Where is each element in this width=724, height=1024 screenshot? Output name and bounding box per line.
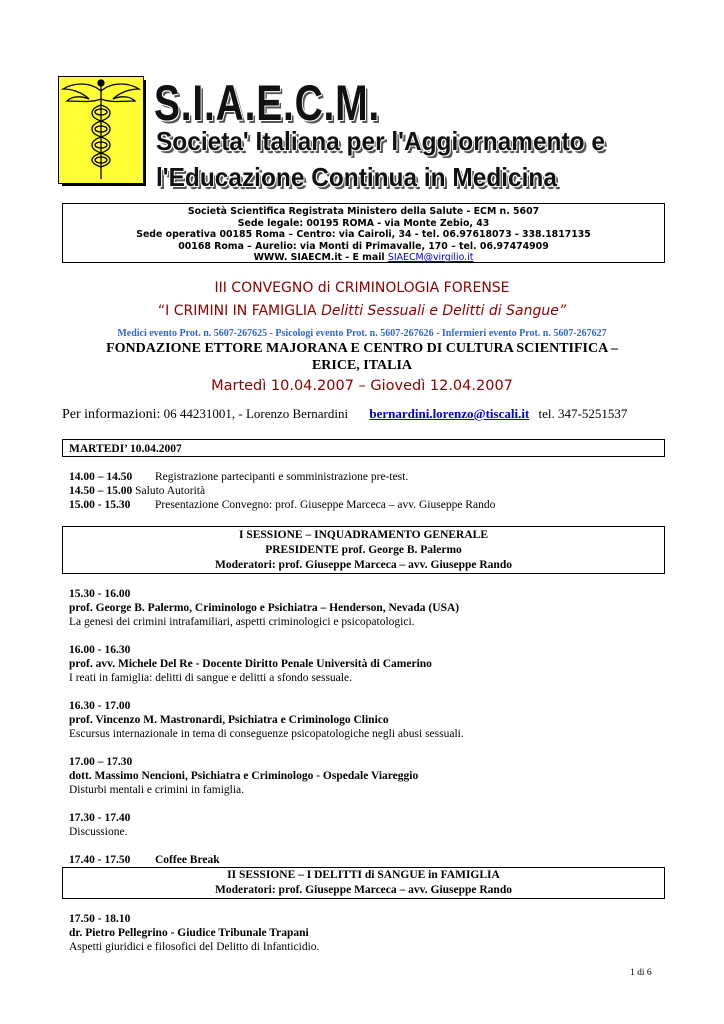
schedule-text: Registrazione partecipanti e somministrazione pre-test. [155, 471, 409, 483]
info-line: 00168 Roma – Aurelio: via Monti di Primavalle, 170 – tel. 06.97474909 [178, 240, 549, 252]
talk-time: 16.00 - 16.30 [69, 644, 131, 656]
session-moderators: Moderatori: prof. Giuseppe Marceca – avv. Giuseppe Rando [215, 884, 512, 896]
website-label: WWW. SIAECM.it - E mail [253, 252, 385, 264]
event-subtitle-italic: Delitti Sessuali e Delitti di Sangue” [321, 303, 567, 319]
info-line [63, 252, 664, 264]
contact-details: 06 44231001, - Lorenzo Bernardini [163, 406, 349, 421]
talk-speaker: prof. avv. Michele Del Re - Docente Diritto Penale Università di Camerino [69, 658, 432, 670]
talk-item [69, 587, 459, 629]
event-title: III CONVEGNO di CRIMINOLOGIA FORENSE [214, 280, 510, 296]
session-title: II SESSIONE – I DELITTI di SANGUE in FAMIGLIA [227, 869, 500, 881]
talk-topic: I reati in famiglia: delitti di sangue e delitti a sfondo sessuale. [69, 672, 352, 684]
brand-title: S.I.A.E.C.M. [154, 75, 381, 131]
venue-line2: ERICE, ITALIA [311, 358, 413, 373]
coffee-time: 17.40 - 17.50 [69, 854, 131, 866]
talk-speaker: dr. Pietro Pellegrino - Giudice Tribunale Trapani [69, 927, 309, 939]
schedule-time: 14.00 – 14.50 [69, 471, 133, 483]
talk-topic: Discussione. [69, 826, 128, 838]
schedule-text: Saluto Autorità [135, 485, 206, 497]
schedule-row [69, 470, 495, 484]
session-president: PRESIDENTE prof. George B. Palermo [265, 544, 462, 556]
talk-item [69, 912, 319, 954]
event-dates: Martedì 10.04.2007 – Giovedì 12.04.2007 [211, 378, 513, 394]
talk-item [69, 643, 432, 685]
talk-topic: Escursus internazionale in tema di conseguenze psicopatologiche negli abusi sessuali. [69, 728, 464, 740]
opening-schedule [69, 470, 495, 512]
talk-item [69, 811, 130, 839]
schedule-time: 14.50 – 15.00 [69, 485, 133, 497]
talk-speaker: prof. Vincenzo M. Mastronardi, Psichiatra e Criminologo Clinico [69, 714, 389, 726]
society-info-box [62, 203, 665, 263]
talk-time: 15.30 - 16.00 [69, 588, 131, 600]
contact-email-link[interactable]: bernardini.lorenzo@tiscali.it [369, 406, 530, 421]
talk-item [69, 699, 464, 741]
society-email-link[interactable]: SIAECM@virgilio.it [387, 252, 474, 264]
ecm-accreditation: Medici evento Prot. n. 5607-267625 - Psicologi evento Prot. n. 5607-267626 - Infermieri evento Prot. n. 5607-267627 [117, 328, 607, 339]
logo [58, 76, 144, 184]
venue [0, 340, 724, 374]
event-subtitle-plain: “I CRIMINI IN FAMIGLIA [157, 303, 317, 319]
talk-time: 17.30 - 17.40 [69, 812, 131, 824]
talk-time: 17.00 – 17.30 [69, 756, 133, 768]
coffee-label: Coffee Break [155, 854, 220, 866]
talk-speaker: dott. Massimo Nencioni, Psichiatra e Criminologo - Ospedale Viareggio [69, 770, 419, 782]
day-header: MARTEDI’ 10.04.2007 [62, 439, 665, 457]
session-title: I SESSIONE – INQUADRAMENTO GENERALE [238, 529, 488, 541]
talk-time: 16.30 - 17.00 [69, 700, 131, 712]
schedule-row [69, 484, 495, 498]
caduceus-icon [59, 77, 143, 183]
schedule-text: Presentazione Convegno: prof. Giuseppe Marceca – avv. Giuseppe Rando [155, 499, 496, 511]
contact-line [62, 406, 627, 423]
talk-item [69, 755, 418, 797]
talk-time: 17.50 - 18.10 [69, 913, 131, 925]
session2-box [62, 867, 665, 899]
talk-topic: Disturbi mentali e crimini in famiglia. [69, 784, 245, 796]
info-line: Sede operativa 00185 Roma – Centro: via Cairoli, 34 - tel. 06.97618073 - 338.1817135 [136, 229, 591, 241]
event-subtitle [0, 303, 724, 319]
session1-box [62, 526, 665, 574]
contact-label: Per informazioni: [62, 407, 161, 422]
venue-line1: FONDAZIONE ETTORE MAJORANA E CENTRO DI CULTURA SCIENTIFICA – [106, 341, 618, 356]
schedule-time: 15.00 - 15.30 [69, 499, 131, 511]
talk-topic: La genesi dei crimini intrafamiliari, aspetti criminologici e psicopatologici. [69, 616, 415, 628]
info-line: Società Scientifica Registrata Ministero della Salute - ECM n. 5607 [187, 206, 540, 217]
talk-topic: Aspetti giuridici e filosofici del Delitto di Infanticidio. [69, 941, 320, 953]
contact-tel: tel. 347-5251537 [538, 406, 628, 421]
brand-subtitle-line1: Societa' Italiana per l'Aggiornamento e [156, 126, 605, 156]
page-number: 1 di 6 [630, 968, 652, 978]
schedule-row [69, 498, 495, 512]
info-line: Sede legale: 00195 ROMA - via Monte Zebio, 43 [237, 217, 490, 229]
brand-subtitle-line2: l'Educazione Continua in Medicina [156, 162, 557, 192]
session-moderators: Moderatori: prof. Giuseppe Marceca – avv. Giuseppe Rando [215, 559, 512, 571]
talk-speaker: prof. George B. Palermo, Criminologo e Psichiatra – Henderson, Nevada (USA) [69, 602, 460, 614]
coffee-break [69, 853, 220, 867]
